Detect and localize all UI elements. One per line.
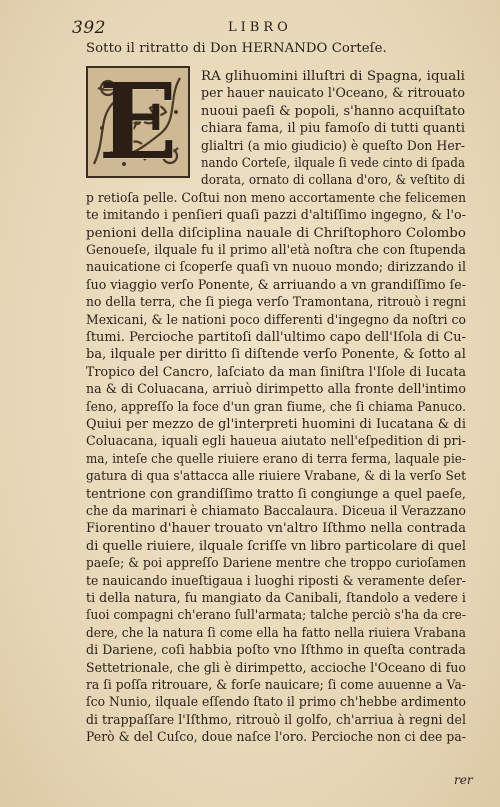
text-line: ſuo viaggio verſo Ponente, & arriuando a vn grandiſſimo ſe- xyxy=(86,276,466,292)
text-line: paeſe; & poi appreſſo Dariene mentre che troppo curioſamen xyxy=(86,555,466,571)
initial-letter: E xyxy=(98,66,178,178)
text-line: dorata, ornato di collana d'oro, & veſtito di xyxy=(201,172,465,188)
running-head: LIBRO xyxy=(228,20,292,35)
text-line: glialtri (a mio giudicio) è queſto Don Her- xyxy=(201,137,465,153)
text-line: chiara fama, il piu famoſo di tutti quanti xyxy=(201,120,465,136)
text-line: te nauicando inueſtigaua i luoghi riposti & veramente deſer- xyxy=(86,572,466,588)
text-line: ti della natura, fu mangiato da Canibali, ſtandolo a vedere i xyxy=(86,590,466,605)
text-line: di quelle riuiere, ilquale ſcriſſe vn libro particolare di quel xyxy=(86,537,466,553)
text-line: di trappaſſare l'Iſthmo, ritrouò il golfo, ch'arriua à regni del xyxy=(86,711,466,727)
decorated-initial xyxy=(86,66,190,178)
catchword: rer xyxy=(454,773,473,787)
text-line: per hauer nauicato l'Oceano, & ritrouato xyxy=(201,85,465,101)
text-line: p retioſa pelle. Coſtui non meno accortamente che felicemen xyxy=(86,189,466,205)
text-line: ſuoi compagni ch'erano ſull'armata; talche perciò s'ha da cre- xyxy=(86,607,466,623)
page-header xyxy=(72,18,452,40)
text-line: nauicatione ci ſcoperſe quaſi vn nuouo mondo; dirizzando il xyxy=(86,259,466,275)
text-line: te imitando i penſieri quaſi pazzi d'altiſſimo ingegno, & l'o- xyxy=(86,207,467,223)
page-number: 392 xyxy=(72,18,106,38)
text-line: gatura di qua s'attacca alle riuiere Vrabane, & di la verſo Set xyxy=(86,468,466,484)
text-line: nando Corteſe, ilquale ſi vede cinto di ſpada xyxy=(201,155,465,170)
text-line: ſtumi. Percioche partitoſi dall'ultimo capo dell'Iſola di Cu- xyxy=(86,329,466,344)
text-line: ma, inteſe che quelle riuiere erano di terra ferma, laquale pie- xyxy=(86,450,466,466)
text-line: di Dariene, coſi habbia poſto vno Iſthmo in queſta contrada xyxy=(86,642,466,658)
text-line: Genoueſe, ilquale fu il primo all'età noſtra che con ſtupenda xyxy=(86,242,466,257)
text-line: che da marinari è chiamato Baccalaura. Diceua il Verazzano xyxy=(86,503,466,518)
text-line: Quiui per mezzo de gl'interpreti huomini di Iucatana & di xyxy=(86,416,467,431)
text-line: RA glihuomini illuſtri di Spagna, iquali xyxy=(201,68,465,83)
text-line: tentrione con grandiſſimo tratto ſi congiunge a quel paeſe, xyxy=(86,485,466,501)
text-line: ra ſi poſſa ritrouare, & forſe nauicare; ſi come auuenne a Va- xyxy=(86,677,466,692)
text-line: no della terra, che ſi piega verſo Tramontana, ritrouò i regni xyxy=(86,294,466,310)
text-line: Fiorentino d'hauer trouato vn'altro Iſthmo nella contrada xyxy=(86,520,466,536)
text-line: Però & del Cuſco, doue naſce l'oro. Percioche non ci dee pa- xyxy=(86,729,466,745)
text-line: na & di Coluacana, arriuò dirimpetto alla fronte dell'intimo xyxy=(86,381,466,397)
text-line: ſco Nunio, ilquale eſſendo ſtato il primo ch'hebbe ardimento xyxy=(86,694,466,710)
text-line: dere, che la natura ſi come ella ha fatto nella riuiera Vrabana xyxy=(86,624,466,640)
text-line: Settetrionale, che gli è dirimpetto, accioche l'Oceano di fuo xyxy=(86,659,466,675)
text-line: Coluacana, iquali egli haueua aiutato nell'eſpedition di pri- xyxy=(86,433,466,449)
text-line: Mexicani, & le nationi poco differenti d'ingegno da noſtri co xyxy=(86,311,466,327)
text-line: Tropico del Cancro, laſciato da man ſiniſtra l'Iſole di Iucata xyxy=(86,363,466,379)
section-heading: Sotto il ritratto di Don HERNANDO Corteſe. xyxy=(86,41,387,56)
text-line: penioni della diſciplina nauale di Chriſtophoro Colombo xyxy=(86,224,467,240)
text-line: nuoui paeſi & popoli, s'hanno acquiſtato xyxy=(201,102,465,118)
text-line: ba, ilquale per diritto ſi diſtende verſo Ponente, & ſotto al xyxy=(86,346,466,362)
text-line: ſeno, appreſſo la foce d'un gran fiume, che ſi chiama Panuco. xyxy=(86,398,466,414)
